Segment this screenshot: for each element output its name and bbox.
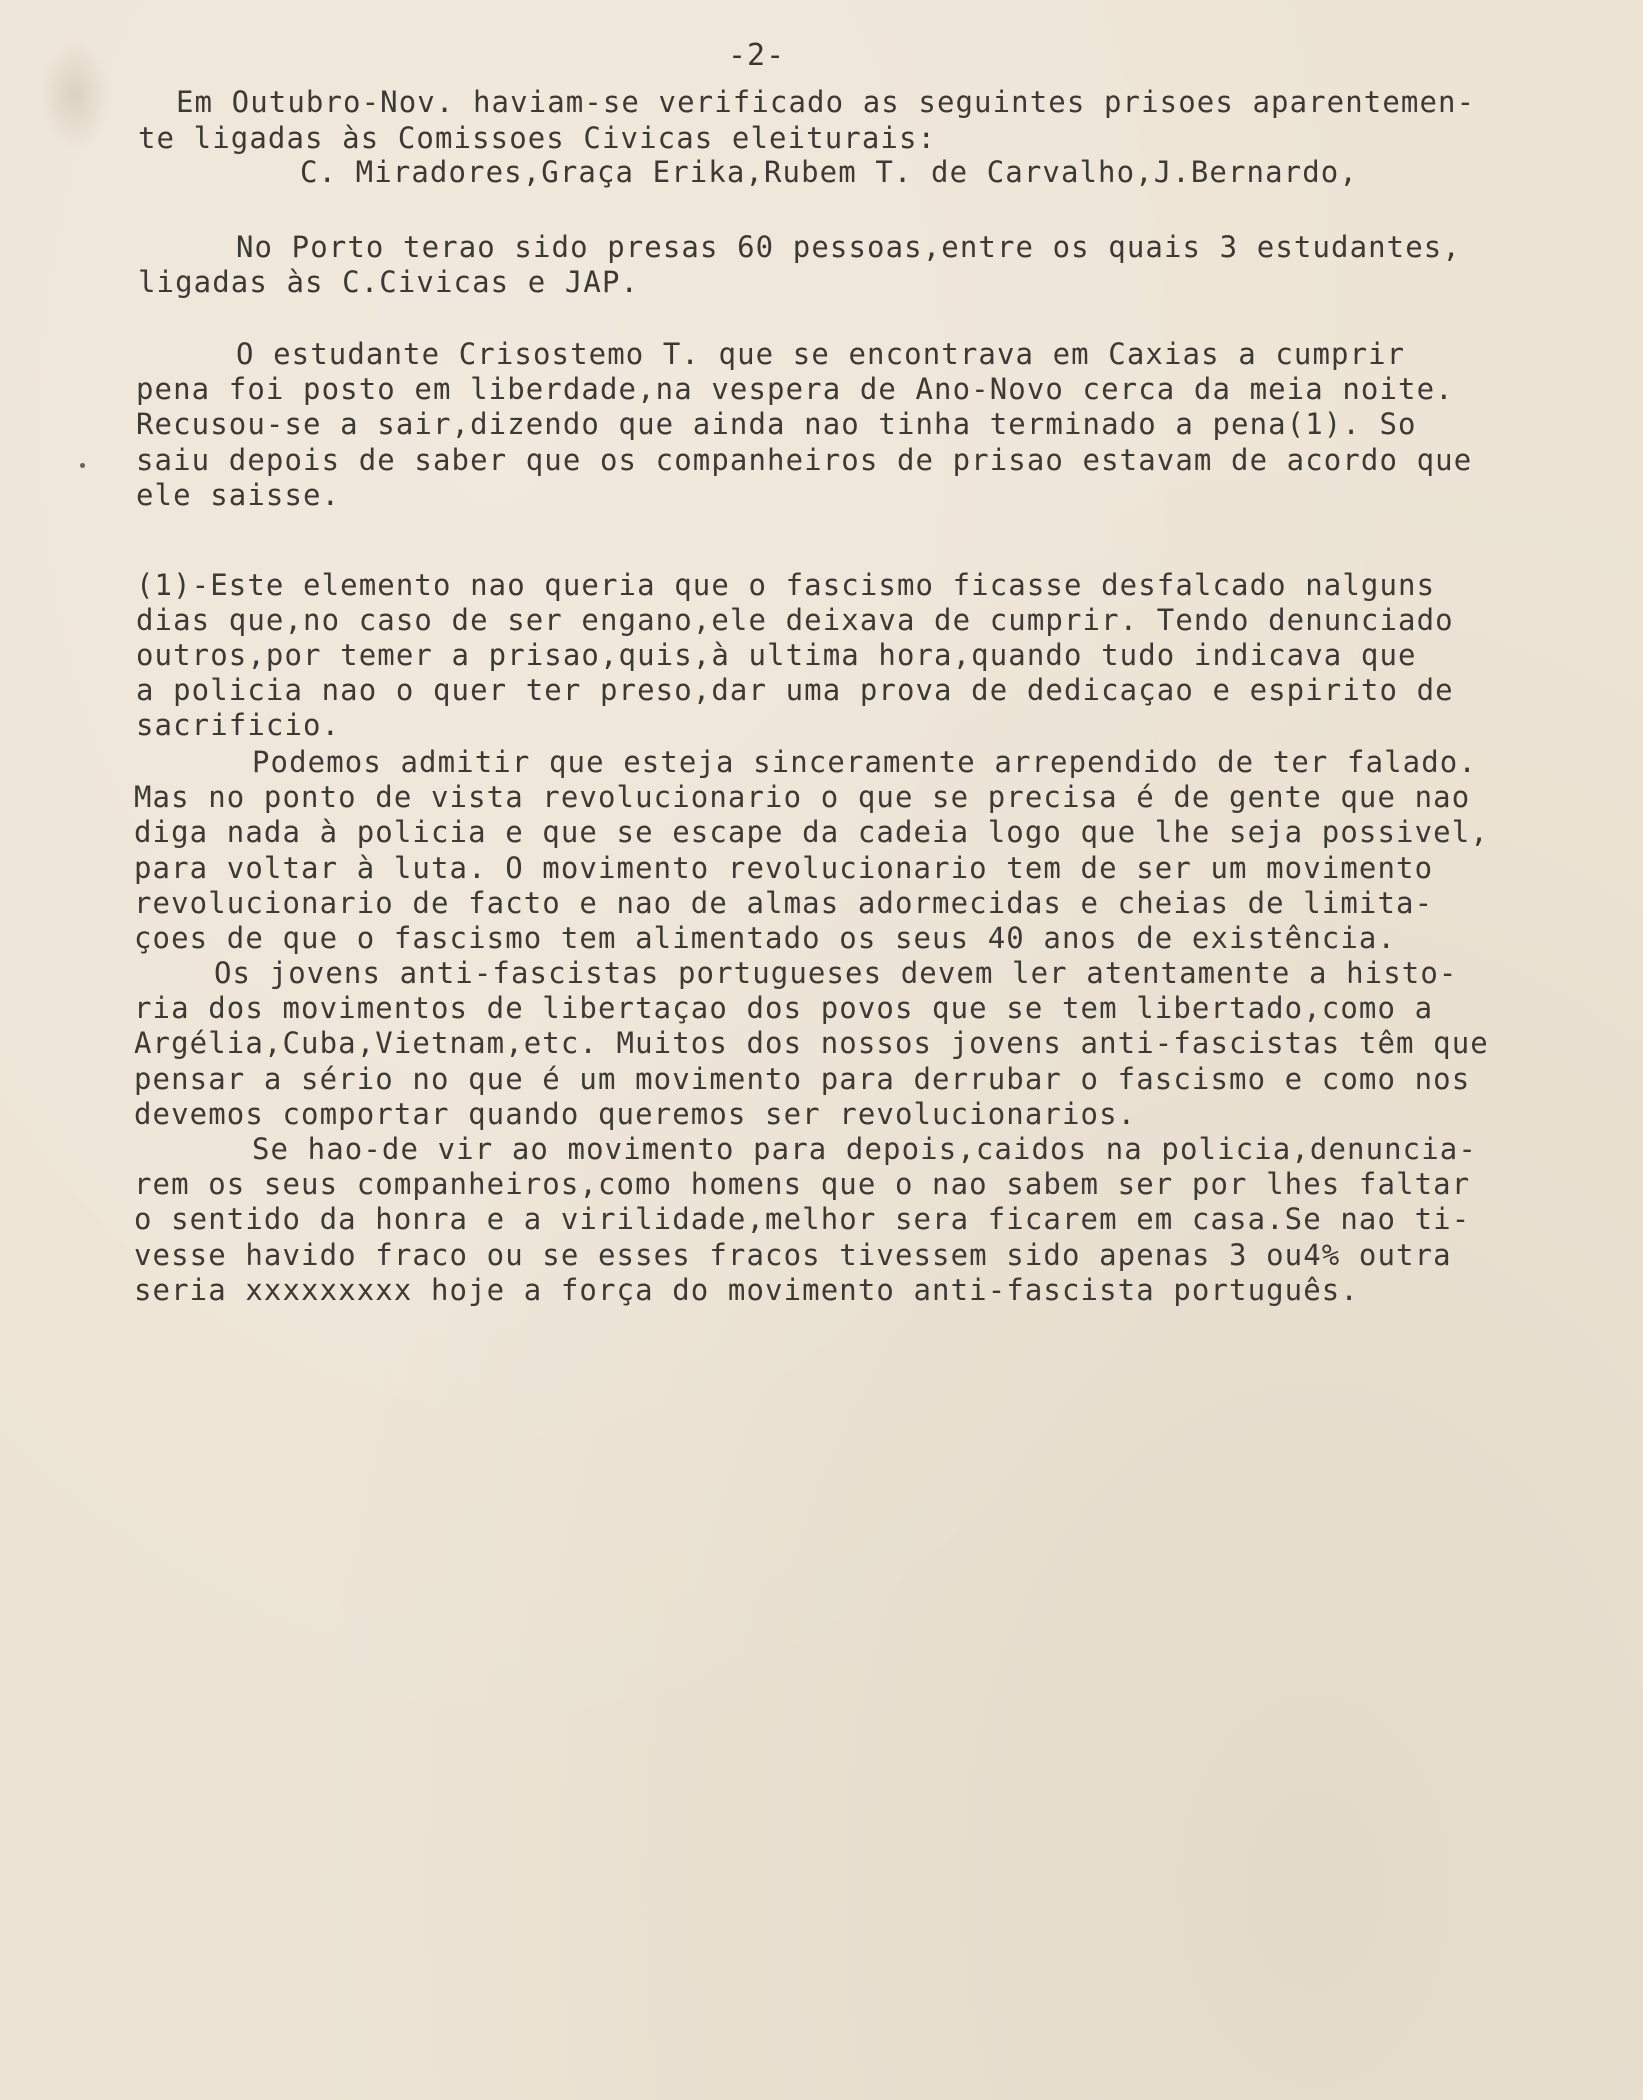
text-line-2: te ligadas às Comissoes Civicas eleiturais: bbox=[138, 121, 937, 155]
paper-smudge bbox=[40, 40, 110, 150]
text-line-14: a policia nao o quer ter preso,dar uma prova de dedicaçao e espirito de bbox=[136, 673, 1454, 707]
text-line-19: para voltar à luta. O movimento revolucionario tem de ser um movimento bbox=[134, 851, 1434, 885]
text-line-5: ligadas às C.Civicas e JAP. bbox=[138, 265, 640, 299]
text-line-15: sacrificio. bbox=[136, 708, 341, 742]
text-line-26: devemos comportar quando queremos ser revolucionarios. bbox=[134, 1097, 1137, 1131]
text-line-6: O estudante Crisostemo T. que se encontrava em Caxias a cumprir bbox=[236, 337, 1406, 371]
text-line-1: Em Outubro-Nov. haviam-se verificado as seguintes prisoes aparentemen- bbox=[176, 85, 1476, 119]
text-line-22: Os jovens anti-fascistas portugueses devem ler atentamente a histo- bbox=[214, 956, 1458, 990]
text-line-11: (1)-Este elemento nao queria que o fascismo ficasse desfalcado nalguns bbox=[136, 568, 1436, 602]
text-line-16: Podemos admitir que esteja sinceramente arrependido de ter falado. bbox=[252, 745, 1477, 779]
text-line-29: o sentido da honra e a virilidade,melhor sera ficarem em casa.Se nao ti- bbox=[134, 1202, 1471, 1236]
paper-speck bbox=[80, 463, 85, 468]
text-line-20: revolucionario de facto e nao de almas adormecidas e cheias de limita- bbox=[134, 886, 1434, 920]
text-line-31: seria xxxxxxxxx hoje a força do movimento anti-fascista português. bbox=[134, 1273, 1359, 1307]
text-line-18: diga nada à policia e que se escape da cadeia logo que lhe seja possivel, bbox=[134, 815, 1489, 849]
text-line-21: çoes de que o fascismo tem alimentado os seus 40 anos de existência. bbox=[134, 921, 1397, 955]
text-line-7: pena foi posto em liberdade,na vespera de Ano-Novo cerca da meia noite. bbox=[136, 372, 1454, 406]
text-line-17: Mas no ponto de vista revolucionario o que se precisa é de gente que nao bbox=[134, 780, 1471, 814]
text-line-13: outros,por temer a prisao,quis,à ultima hora,quando tudo indicava que bbox=[136, 638, 1417, 672]
text-line-8: Recusou-se a sair,dizendo que ainda nao tinha terminado a pena(1). So bbox=[136, 407, 1417, 441]
text-line-30: vesse havido fraco ou se esses fracos tivessem sido apenas 3 ou4% outra bbox=[134, 1238, 1452, 1272]
text-line-27: Se hao-de vir ao movimento para depois,caidos na policia,denuncia- bbox=[252, 1132, 1477, 1166]
text-line-25: pensar a sério no que é um movimento para derrubar o fascismo e como nos bbox=[134, 1062, 1471, 1096]
text-line-10: ele saisse. bbox=[136, 478, 341, 512]
page-number: -2- bbox=[728, 38, 786, 73]
text-line-3: C. Miradores,Graça Erika,Rubem T. de Carvalho,J.Bernardo, bbox=[300, 155, 1358, 189]
text-line-24: Argélia,Cuba,Vietnam,etc. Muitos dos nossos jovens anti-fascistas têm que bbox=[134, 1026, 1489, 1060]
text-line-9: saiu depois de saber que os companheiros de prisao estavam de acordo que bbox=[136, 443, 1473, 477]
text-line-4: No Porto terao sido presas 60 pessoas,entre os quais 3 estudantes, bbox=[236, 230, 1461, 264]
text-line-28: rem os seus companheiros,como homens que o nao sabem ser por lhes faltar bbox=[134, 1167, 1471, 1201]
text-line-23: ria dos movimentos de libertaçao dos povos que se tem libertado,como a bbox=[134, 991, 1434, 1025]
text-line-12: dias que,no caso de ser engano,ele deixava de cumprir. Tendo denunciado bbox=[136, 603, 1454, 637]
